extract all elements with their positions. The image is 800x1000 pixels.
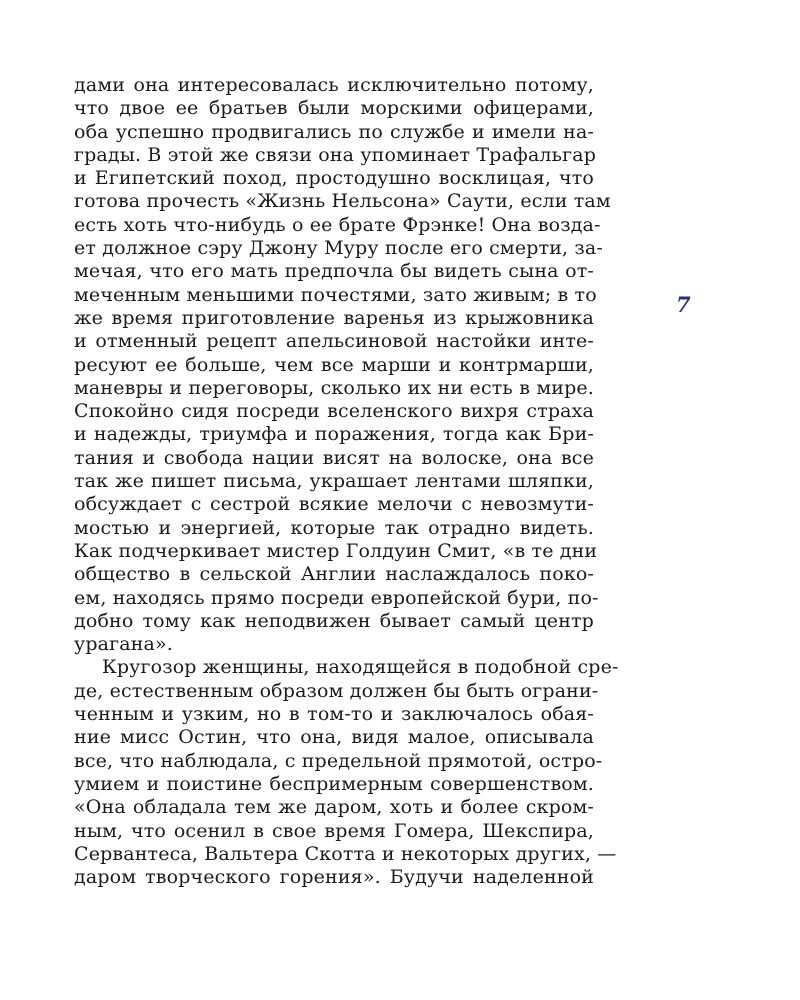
text-line: же время приготовление варенья из крыжовника: [74, 306, 594, 329]
text-line: и надежды, триумфа и поражения, тогда как Бри-: [74, 423, 594, 446]
text-line: ние мисс Остин, что она, видя малое, описывала: [74, 726, 594, 749]
page-number: 7: [676, 292, 691, 317]
text-line: де, естественным образом должен бы быть ограни-: [74, 679, 599, 702]
text-line: Как подчеркивает мистер Голдуин Смит, «в те дни: [74, 539, 598, 562]
text-line: Спокойно сидя посреди вселенского вихря страха: [74, 400, 594, 423]
text-line: обсуждает с сестрой всякие мелочи с невозмути-: [74, 493, 594, 516]
text-line: меченным меньшими почестями, зато живым; в то: [74, 283, 597, 306]
text-line: и Египетский поход, простодушно восклицая, что: [74, 167, 594, 190]
text-line: готова прочесть «Жизнь Нельсона» Саути, если там: [74, 190, 611, 213]
body-text: [74, 74, 619, 889]
text-line: Сервантеса, Вальтера Скотта и некоторых других, —: [74, 842, 617, 865]
text-line: все, что наблюдала, с предельной прямотой, остро-: [74, 749, 603, 772]
text-line: что двое ее братьев были морскими офицерами,: [74, 97, 594, 120]
text-line: добно тому как неподвижен бывает самый центр: [74, 609, 594, 632]
text-line: общество в сельской Англии наслаждалось поко-: [74, 563, 594, 586]
text-line: мечая, что его мать предпочла бы видеть сына от-: [74, 260, 594, 283]
text-line: так же пишет письма, украшает лентами шляпки,: [74, 470, 594, 493]
text-line: даром творческого горения». Будучи наделенной: [74, 866, 594, 889]
text-line: тания и свобода нации висят на волоске, она все: [74, 446, 594, 469]
text-line: ным, что осенил в свое время Гомера, Шекспира,: [74, 819, 594, 842]
text-line: Кругозор женщины, находящейся в подобной сре-: [102, 656, 619, 679]
text-line: ем, находясь прямо посреди европейской бури, по-: [74, 586, 599, 609]
text-line: грады. В этой же связи она упоминает Трафальгар: [74, 143, 597, 166]
text-line: «Она обладала тем же даром, хоть и более скром-: [74, 796, 594, 819]
text-line: урагана».: [74, 633, 173, 656]
text-line: оба успешно продвигались по службе и имели на-: [74, 120, 594, 143]
text-line: дами она интересовалась исключительно потому,: [74, 74, 594, 96]
text-line: умием и поистине беспримерным совершенством.: [74, 772, 594, 795]
text-line: ченным и узким, но в том-то и заключалось обая-: [74, 703, 594, 726]
text-line: ет должное сэру Джону Муру после его смерти, за-: [74, 237, 603, 260]
text-line: мостью и энергией, которые так отрадно видеть.: [74, 516, 594, 539]
text-line: есть хоть что-нибудь о ее брате Фрэнке! Она возда-: [74, 213, 601, 236]
text-line: и отменный рецепт апельсиновой настойки инте-: [74, 330, 594, 353]
text-line: маневры и переговоры, сколько их ни есть в мире.: [74, 376, 594, 399]
text-line: ресуют ее больше, чем все марши и контрмарши,: [74, 353, 594, 376]
paragraph: [74, 74, 611, 656]
paragraph: [74, 656, 619, 889]
